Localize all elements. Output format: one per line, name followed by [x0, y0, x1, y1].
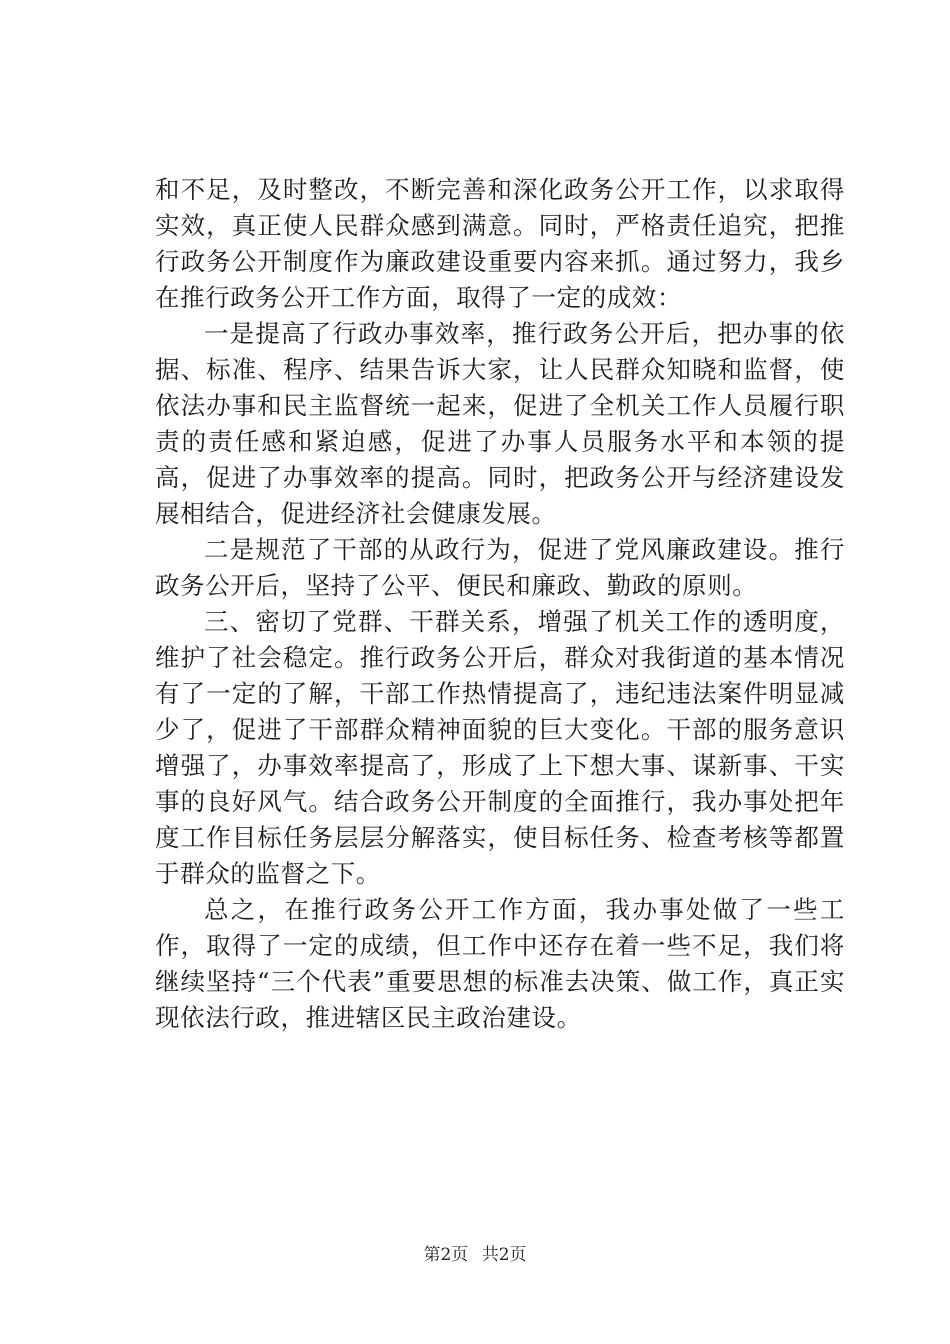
page-footer: [0, 1243, 950, 1267]
paragraph-4: 三、密切了党群、干群关系，增强了机关工作的透明度，维护了社会稳定。推行政务公开后，群众对我街道的基本情况有了一定的了解，干部工作热情提高了，违纪违法案件明显减少了，促进了干部群众精神面貌的巨大变化。干部的服务意识增强了，办事效率提高了，形成了上下想大事、谋新事、干实事的良好风气。结合政务公开制度的全面推行，我办事处把年度工作目标任务层层分解落实，使目标任务、检查考核等都置于群众的监督之下。: [155, 607, 845, 888]
paragraph-2: 一是提高了行政办事效率，推行政务公开后，把办事的依据、标准、程序、结果告诉大家，让人民群众知晓和监督，使依法办事和民主监督统一起来，促进了全机关工作人员履行职责的责任感和紧迫感，促进了办事人员服务水平和本领的提高，促进了办事效率的提高。同时，把政务公开与经济建设发展相结合，促进经济社会健康发展。: [155, 319, 845, 528]
paragraph-1: 和不足，及时整改，不断完善和深化政务公开工作，以求取得实效，真正使人民群众感到满意。同时，严格责任追究，把推行政务公开制度作为廉政建设重要内容来抓。通过努力，我乡在推行政务公开工作方面，取得了一定的成效：: [155, 175, 845, 312]
paragraph-3: 二是规范了干部的从政行为，促进了党风廉政建设。推行政务公开后，坚持了公平、便民和廉政、勤政的原则。: [155, 535, 845, 600]
page-total: 共2页: [481, 1245, 527, 1265]
paragraph-5: 总之，在推行政务公开工作方面，我办事处做了一些工作，取得了一定的成绩，但工作中还存在着一些不足，我们将继续坚持“三个代表”重要思想的标准去决策、做工作，真正实现依法行政，推进辖区民主政治建设。: [155, 895, 845, 1032]
page-number: 第2页: [423, 1245, 469, 1265]
document-body: [155, 172, 845, 1036]
